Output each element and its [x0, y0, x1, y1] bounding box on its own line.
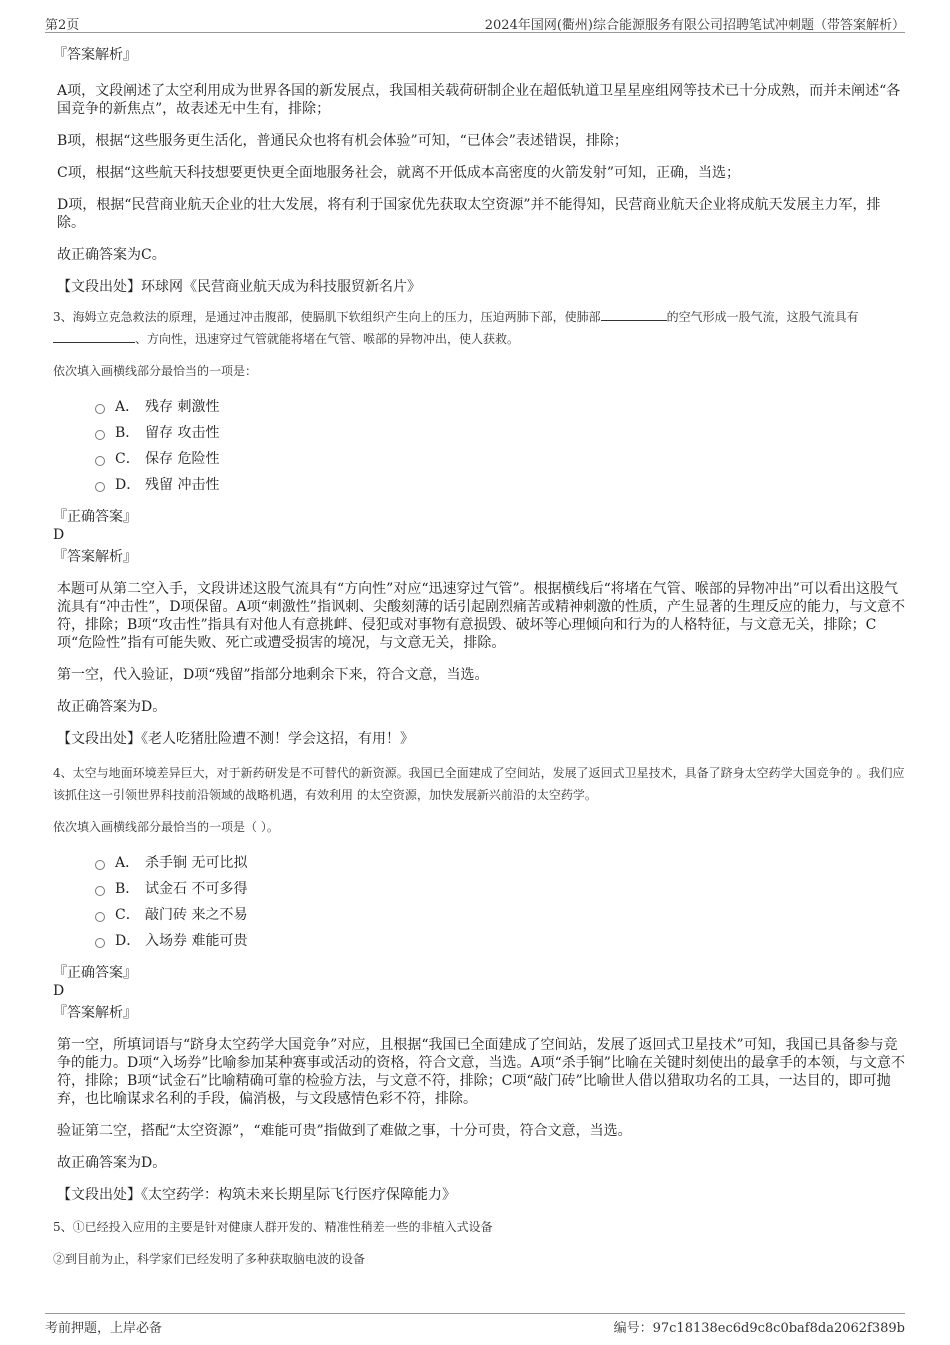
q3-correct-answer: D	[53, 527, 65, 543]
q2-expl-b: B项，根据“这些服务更生活化，普通民众也将有机会体验”可知，“已体会”表述错误，排除；	[57, 133, 628, 149]
radio-icon[interactable]	[95, 404, 105, 414]
q5-line-2: ②到目前为止，科学家们已经发明了多种获取脑电波的设备	[53, 1252, 366, 1266]
q4-question: 4、太空与地面环境差异巨大，对于新药研发是不可替代的新资源。我国已全面建成了空间站，发展了返回式卫星技术，具备了跻身太空药学大国竞争的 。我们应该抓住这一引领世界科技前沿领域的战略机遇，有效利用 的太空资源，加快发展新兴前沿的太空药学。	[53, 766, 905, 802]
q3-blank-1	[601, 308, 667, 321]
q3-explanation-label: 『答案解析』	[53, 549, 137, 565]
radio-icon[interactable]	[95, 938, 105, 948]
q3-question: 3、海姆立克急救法的原理，是通过冲击腹部，使膈肌下软组织产生向上的压力，压迫两肺下部，使肺部 的空气形成一股气流，这股气流具有、方向性，迅速穿过气管就能将堵在气管、喉部的异物冲出，使人获救。	[53, 310, 859, 346]
radio-icon[interactable]	[95, 456, 105, 466]
q3-blank-2	[53, 330, 135, 343]
page-footer	[45, 1313, 905, 1334]
q4-correct-answer: D	[53, 983, 65, 999]
q4-explanation-label: 『答案解析』	[53, 1005, 137, 1021]
q5-line-1: 5、①已经投入应用的主要是针对健康人群开发的、精准性稍差一些的非植入式设备	[53, 1220, 493, 1234]
q4-expl-1: 第一空，所填词语与“跻身太空药学大国竞争”对应，且根据“我国已全面建成了空间站，发展了返回式卫星技术”可知，我国已具备参与竞争的能力。D项“入场券”比喻参加某种赛事或活动的资格，符合文意，当选。A项“杀手锏”比喻在关键时刻使出的最拿手的本领，与文意不符，排除；B项“试金石”比喻精确可靠的检验方法，与文意不符，排除；C项“敲门砖”比喻世人借以猎取功名的工具，一达目的，即可抛弃，也比喻谋求名利的手段，偏消极，与文段感情色彩不符，排除。	[57, 1037, 905, 1107]
q3-option-d[interactable]: D． 残留 冲击性	[95, 472, 905, 498]
q2-expl-d: D项，根据“民营商业航天企业的壮大发展，将有利于国家优先获取太空资源”并不能得知，民营商业航天企业将成航天发展主力军，排除。	[57, 197, 881, 231]
q2-conclusion: 故正确答案为C。	[57, 247, 166, 263]
footer-slogan: 考前押题，上岸必备	[45, 1321, 163, 1336]
document-body	[53, 42, 905, 1282]
q3-option-b[interactable]: B． 留存 攻击性	[95, 420, 905, 446]
q4-option-b[interactable]: B． 试金石 不可多得	[95, 876, 905, 902]
q4-expl-2: 验证第二空，搭配“太空资源”，“难能可贵”指做到了难做之事，十分可贵，符合文意，当选。	[57, 1123, 632, 1139]
q2-expl-a: A项，文段阐述了太空利用成为世界各国的新发展点，我国相关载荷研制企业在超低轨道卫星星座组网等技术已十分成熟，而并未阐述“各国竞争的新焦点”，故表述无中生有，排除；	[57, 83, 901, 117]
q3-source: 【文段出处】《老人吃猪肚险遭不测！学会这招，有用！》	[57, 731, 414, 747]
q4-correct-label: 『正确答案』	[53, 965, 137, 981]
q3-prompt: 依次填入画横线部分最恰当的一项是：	[53, 364, 258, 378]
q4-options	[95, 850, 905, 954]
q3-expl-1: 本题可从第二空入手，文段讲述这股气流具有“方向性”对应“迅速穿过气管”。根据横线后“将堵在气管、喉部的异物冲出”可以看出这股气流具有“冲击性”，D项保留。A项“刺激性”指讽刺、尖酸刻薄的话引起剧烈痛苦或精神刺激的性质，产生显著的生理反应的能力，与文意不符，排除；B项“攻击性”指具有对他人有意挑衅、侵犯或对事物有意损毁、破坏等心理倾向和行为的人格特征，与文意无关，排除；C项“危险性”指有可能失败、死亡或遭受损害的境况，与文意无关，排除。	[57, 581, 905, 651]
q3-option-a[interactable]: A． 残存 刺激性	[95, 394, 905, 420]
radio-icon[interactable]	[95, 912, 105, 922]
q3-expl-2: 第一空，代入验证，D项“残留”指部分地剩余下来，符合文意，当选。	[57, 667, 489, 683]
radio-icon[interactable]	[95, 482, 105, 492]
radio-icon[interactable]	[95, 886, 105, 896]
radio-icon[interactable]	[95, 430, 105, 440]
q3-option-c[interactable]: C． 保存 危险性	[95, 446, 905, 472]
q2-expl-c: C项，根据“这些航天科技想要更快更全面地服务社会，就离不开低成本高密度的火箭发射”可知，正确，当选；	[57, 165, 741, 181]
q3-options	[95, 394, 905, 498]
q4-option-c[interactable]: C． 敲门砖 来之不易	[95, 902, 905, 928]
q4-option-a[interactable]: A． 杀手锏 无可比拟	[95, 850, 905, 876]
document-id: 编号：97c18138ec6d9c8c0baf8da2062f389b	[613, 1321, 905, 1336]
q2-source: 【文段出处】环球网《民营商业航天成为科技服贸新名片》	[57, 279, 421, 295]
q3-correct-label: 『正确答案』	[53, 509, 137, 525]
page-number: 第2页	[45, 18, 80, 33]
q4-source: 【文段出处】《太空药学：构筑未来长期星际飞行医疗保障能力》	[57, 1187, 456, 1203]
radio-icon[interactable]	[95, 860, 105, 870]
document-title: 2024年国网(衢州)综合能源服务有限公司招聘笔试冲刺题（带答案解析）	[484, 18, 905, 33]
page-header	[45, 12, 905, 33]
q4-option-d[interactable]: D． 入场券 难能可贵	[95, 928, 905, 954]
q4-prompt: 依次填入画横线部分最恰当的一项是（ ）。	[53, 820, 279, 834]
q3-conclusion: 故正确答案为D。	[57, 699, 167, 715]
q2-explanation-label: 『答案解析』	[53, 47, 137, 63]
q4-conclusion: 故正确答案为D。	[57, 1155, 167, 1171]
